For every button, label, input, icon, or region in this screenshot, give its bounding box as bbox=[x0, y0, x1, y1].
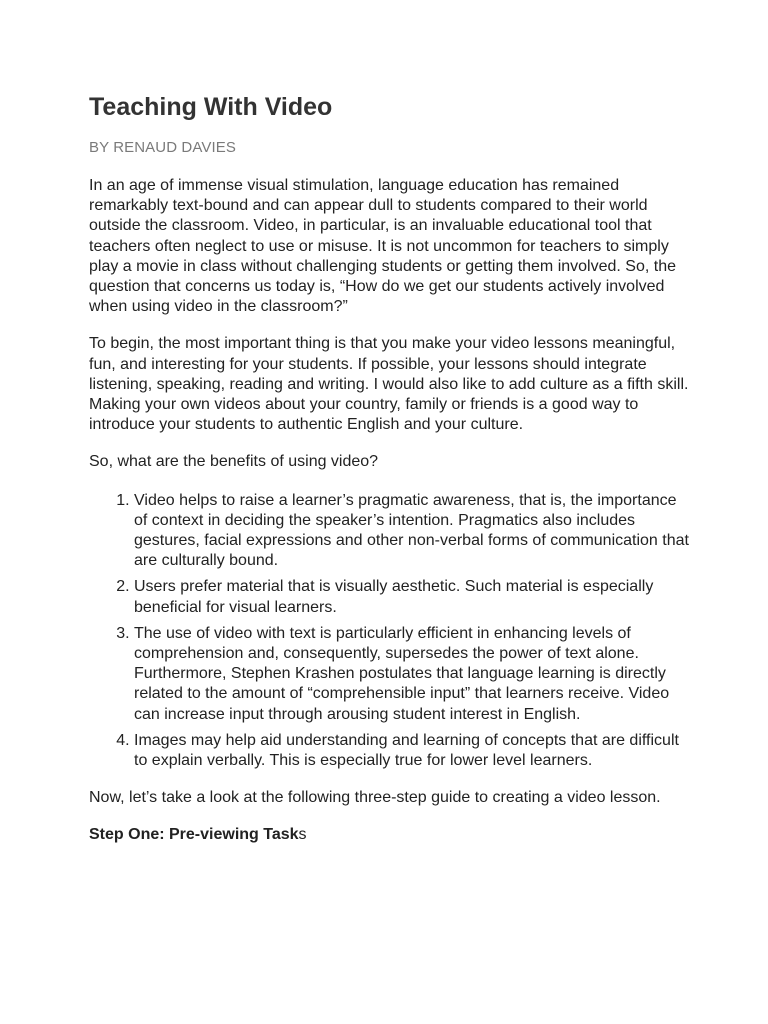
intro-paragraph: In an age of immense visual stimulation, language education has remained remarkably text-bound and can appear dull to students compared to their world outside the classroom. Video, in particular, is an invaluable educational tool that teachers often neglect to use or misuse. It is not uncommon for teachers to simply play a movie in class without challenging students or getting them involved. So, the question that concerns us today is, “How do we get our students actively involved when using video in the classroom?” bbox=[89, 177, 676, 316]
article bbox=[89, 92, 689, 845]
step-one-heading-bold: Step One: Pre-viewing Task bbox=[89, 826, 299, 844]
list-item: 3. The use of video with text is particularly efficient in enhancing levels of comprehension and, consequently, supersedes the power of text alone. Furthermore, Stephen Krashen postulates that language learning is directly related to the amount of “comprehensible input” that learners receive. Video can increase input through arousing student interest in English. bbox=[134, 624, 689, 725]
benefits-list bbox=[89, 491, 689, 772]
article-title: Teaching With Video bbox=[89, 93, 333, 121]
second-paragraph: To begin, the most important thing is that you make your video lessons meaningful, fun, and interesting for your students. If possible, your lessons should integrate listening, speaking, reading and writing. I would also like to add culture as a fifth skill. Making your own videos about your country, family or friends is a good way to introduce your students to authentic English and your culture. bbox=[89, 335, 689, 434]
list-item: 1. Video helps to raise a learner’s pragmatic awareness, that is, the importance of context in deciding the speaker’s intention. Pragmatics also includes gestures, facial expressions and other non-verbal forms of communication that are culturally bound. bbox=[134, 491, 689, 572]
list-item: 4. Images may help aid understanding and learning of concepts that are difficult to explain verbally. This is especially true for lower level learners. bbox=[134, 731, 689, 771]
step-one-heading-tail: s bbox=[298, 826, 307, 844]
list-item: 2. Users prefer material that is visually aesthetic. Such material is especially beneficial for visual learners. bbox=[134, 577, 689, 617]
benefits-question: So, what are the benefits of using video? bbox=[89, 453, 379, 471]
closing-paragraph: Now, let’s take a look at the following three-step guide to creating a video lesson. bbox=[89, 789, 661, 807]
article-byline: BY RENAUD DAVIES bbox=[89, 139, 236, 156]
step-one-heading bbox=[89, 825, 689, 845]
